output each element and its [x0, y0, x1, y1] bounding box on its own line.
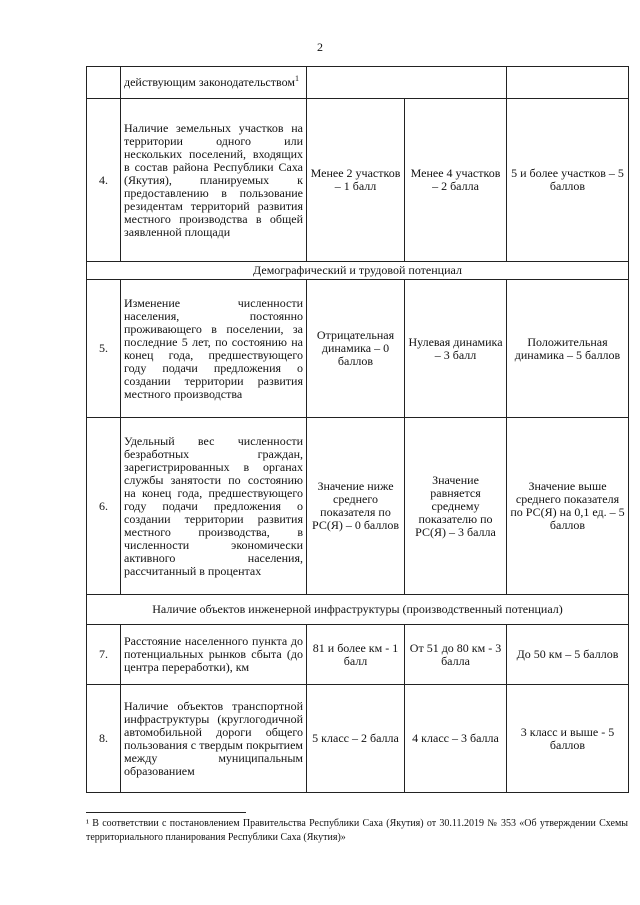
- score-low: 5 класс – 2 балла: [307, 685, 405, 793]
- footnote-separator: [86, 812, 246, 813]
- section-row: [87, 595, 629, 625]
- row-number: 7.: [87, 625, 121, 685]
- criterion-cell: Удельный вес численности безработных граждан, зарегистрированных в органах службы занятости по состоянию на конец года, предшествующего году подачи предложения о создании территории развития местного производства, в численности экономически активного населения, рассчитанный в процентах: [121, 418, 307, 595]
- table-row: [87, 418, 629, 595]
- section-row: [87, 262, 629, 280]
- score-mid: От 51 до 80 км - 3 балла: [405, 625, 507, 685]
- score-mid: Нулевая динамика – 3 балл: [405, 280, 507, 418]
- table-row: [87, 625, 629, 685]
- score-low: Значение ниже среднего показателя по РС(Я) – 0 баллов: [307, 418, 405, 595]
- criterion-cell: Наличие объектов транспортной инфраструктуры (круглогодичной автомобильной дороги общего пользования с твердым покрытием между муниципальным образованием: [121, 685, 307, 793]
- footnote-ref: 1: [294, 74, 299, 83]
- section-heading: Наличие объектов инженерной инфраструктуры (производственный потенциал): [87, 595, 629, 625]
- score-mid: 4 класс – 3 балла: [405, 685, 507, 793]
- criterion-text: действующим законодательством: [124, 75, 295, 89]
- section-heading: Демографический и трудовой потенциал: [87, 262, 629, 280]
- row-number: 5.: [87, 280, 121, 418]
- score-high: 3 класс и выше - 5 баллов: [507, 685, 629, 793]
- criterion-cell: [121, 67, 307, 99]
- score-low: Менее 2 участков – 1 балл: [307, 99, 405, 262]
- score-high: 5 и более участков – 5 баллов: [507, 99, 629, 262]
- row-number: 6.: [87, 418, 121, 595]
- score-high: Положительная динамика – 5 баллов: [507, 280, 629, 418]
- page-number: 2: [317, 40, 323, 54]
- table-row: [87, 685, 629, 793]
- table-row: [87, 99, 629, 262]
- table-row: [87, 280, 629, 418]
- score-high: До 50 км – 5 баллов: [507, 625, 629, 685]
- footnote: ¹ В соответствии с постановлением Правительства Республики Саха (Якутия) от 30.11.2019 № 353 «Об утверждении Схемы территориального планирования Республики Саха (Якутия)»: [86, 818, 628, 843]
- score-low: Отрицательная динамика – 0 баллов: [307, 280, 405, 418]
- criterion-cell: Расстояние населенного пункта до потенциальных рынков сбыта (до центра переработки), км: [121, 625, 307, 685]
- criteria-table: [86, 66, 629, 793]
- table-row: [87, 67, 629, 99]
- score-mid: Менее 4 участков – 2 балла: [405, 99, 507, 262]
- row-number: 8.: [87, 685, 121, 793]
- criterion-cell: Наличие земельных участков на территории одного или нескольких поселений, входящих в состав района Республики Саха (Якутия), планируемых к предоставлению в пользование резидентам территорий развития местного производства в общей заявленной площади: [121, 99, 307, 262]
- value-cell: [507, 67, 629, 99]
- row-number: 4.: [87, 99, 121, 262]
- score-mid: Значение равняется среднему показателю по РС(Я) – 3 балла: [405, 418, 507, 595]
- criterion-cell: Изменение численности населения, постоянно проживающего в поселении, за последние 5 лет, по состоянию на конец года, предшествующего году подачи предложения о создании территории развития местного производства: [121, 280, 307, 418]
- score-high: Значение выше среднего показателя по РС(Я) на 0,1 ед. – 5 баллов: [507, 418, 629, 595]
- value-cell: [307, 67, 507, 99]
- row-number-cell: [87, 67, 121, 99]
- score-low: 81 и более км - 1 балл: [307, 625, 405, 685]
